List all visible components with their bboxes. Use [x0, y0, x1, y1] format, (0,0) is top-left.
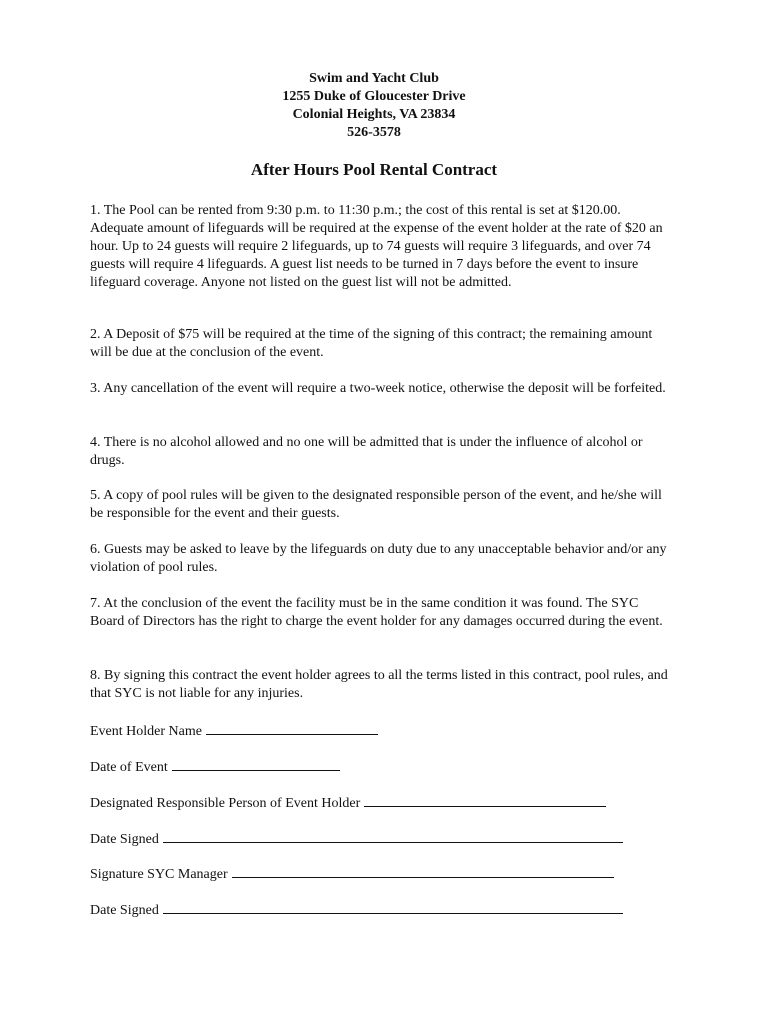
event-holder-name-field: [90, 720, 378, 741]
clause-5: [90, 487, 670, 523]
clause-6: [90, 541, 670, 577]
signature-manager-field: [90, 863, 614, 884]
event-holder-name-blank[interactable]: [206, 720, 378, 735]
club-header: [0, 70, 748, 142]
clause-3-text: 3. Any cancellation of the event will require a two-week notice, otherwise the deposit will be forfeited.: [90, 381, 666, 396]
club-city: Colonial Heights, VA 23834: [292, 107, 456, 122]
clause-8-text: 8. By signing this contract the event holder agrees to all the terms listed in this contract, pool rules, and that SYC is not liable for any injuries.: [90, 668, 668, 701]
signature-manager-label: Signature SYC Manager: [90, 867, 228, 882]
clause-7: [90, 595, 670, 631]
clause-1: [90, 202, 670, 292]
clause-1-text: 1. The Pool can be rented from 9:30 p.m. to 11:30 p.m.; the cost of this rental is set at $120.00. Adequate amount of lifeguards will be required at the expense of the event holder at the rate of $20 an hour. Up to 24 guests will require 2 lifeguards, up to 74 guests will require 3 lifeguards, and over 74 guests will require 4 lifeguards. A guest list needs to be turned in 7 days before the event to insure lifeguard coverage. Anyone not listed on the guest list will not be admitted.: [90, 203, 663, 290]
document-title: After Hours Pool Rental Contract: [250, 160, 498, 179]
clause-6-text: 6. Guests may be asked to leave by the lifeguards on duty due to any unacceptable behavior and/or any violation of pool rules.: [90, 542, 667, 575]
clause-2: [90, 326, 670, 362]
date-of-event-blank[interactable]: [172, 756, 340, 771]
signature-manager-blank[interactable]: [232, 863, 614, 878]
date-signed-blank-1[interactable]: [163, 828, 623, 843]
clause-3: [90, 380, 670, 398]
date-of-event-label: Date of Event: [90, 760, 168, 775]
date-signed-field-2: [90, 899, 623, 920]
date-signed-field-1: [90, 828, 623, 849]
event-holder-name-label: Event Holder Name: [90, 724, 202, 739]
clause-4: [90, 434, 670, 470]
date-signed-label-2: Date Signed: [90, 903, 159, 918]
clause-4-text: 4. There is no alcohol allowed and no one will be admitted that is under the influence of alcohol or drugs.: [90, 435, 643, 468]
date-signed-label-1: Date Signed: [90, 832, 159, 847]
clause-8: [90, 667, 670, 703]
clause-7-text: 7. At the conclusion of the event the facility must be in the same condition it was found. The SYC Board of Directors has the right to charge the event holder for any damages occurred during the event.: [90, 596, 663, 629]
club-name: Swim and Yacht Club: [309, 71, 439, 86]
designated-person-label: Designated Responsible Person of Event Holder: [90, 796, 361, 811]
club-phone: 526-3578: [347, 125, 401, 140]
designated-person-blank[interactable]: [364, 792, 606, 807]
clause-5-text: 5. A copy of pool rules will be given to the designated responsible person of the event, and he/she will be responsible for the event and their guests.: [90, 488, 662, 521]
club-address: 1255 Duke of Gloucester Drive: [282, 89, 466, 104]
date-of-event-field: [90, 756, 340, 777]
date-signed-blank-2[interactable]: [163, 899, 623, 914]
designated-person-field: [90, 792, 606, 813]
clause-2-text: 2. A Deposit of $75 will be required at the time of the signing of this contract; the remaining amount will be due at the conclusion of the event.: [90, 327, 653, 360]
